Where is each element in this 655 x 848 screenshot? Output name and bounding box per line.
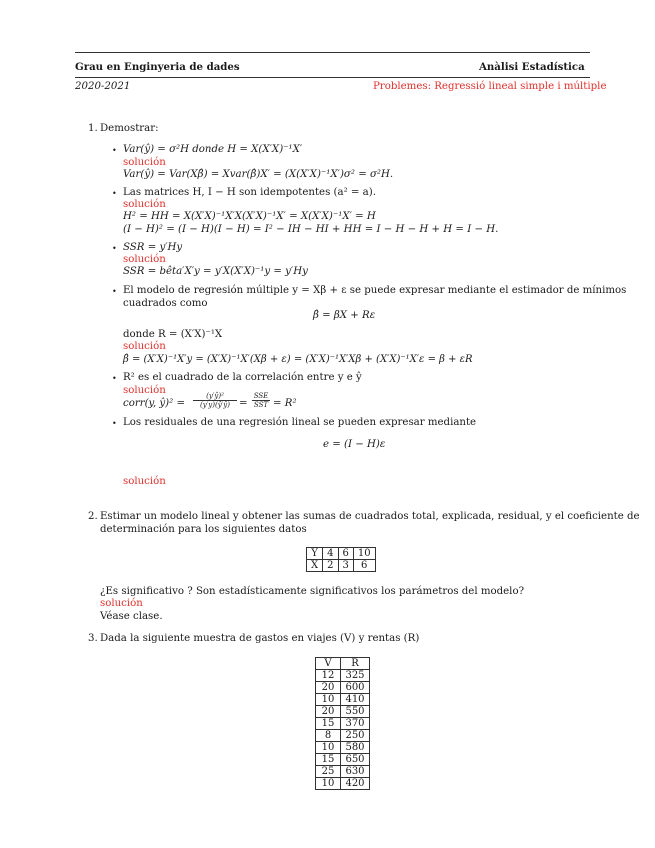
table-cell: 325 — [341, 670, 370, 682]
table-row — [307, 560, 376, 572]
problem-2-question: ¿Es significativo ? Son estadísticamente significativos los parámetros del modelo? — [100, 586, 525, 597]
item-1-solution-line: Var(ŷ) = Var(Xβ̂) = Xvar(β̂)X′ = (X(X′X)⁻¹X′)σ² = σ²H. — [123, 169, 394, 180]
item-1-solution-label: solución — [123, 157, 166, 168]
bullet-icon: • — [112, 287, 117, 296]
item-5-statement: R² es el cuadrado de la correlación entre y e ŷ — [123, 372, 362, 383]
item-4-display-equation: β̂ = βX + Rε — [313, 310, 376, 321]
item-6-statement: Los residuales de una regresión lineal se pueden expresar mediante — [123, 417, 477, 428]
table-cell: 630 — [341, 766, 370, 778]
table-cell: 6 — [353, 560, 375, 572]
problem-2-answer: Véase clase. — [100, 611, 163, 622]
table-cell: Y — [307, 548, 323, 560]
problem-2-solution-label: solución — [100, 598, 143, 609]
table-cell: 10 — [316, 742, 341, 754]
problem-1-number: 1. — [88, 123, 98, 134]
subject-title: Anàlisi Estadística — [479, 61, 585, 73]
table-row — [316, 742, 370, 754]
header-top-rule — [75, 52, 590, 53]
table-cell: 4 — [323, 548, 338, 560]
table-cell: 8 — [316, 730, 341, 742]
item-2-solution-line-1: H² = HH = X(X′X)⁻¹X′X(X′X)⁻¹X′ = X(X′X)⁻¹X′ = H — [123, 211, 376, 222]
table-cell: 12 — [316, 670, 341, 682]
table-row — [316, 718, 370, 730]
table-row — [316, 766, 370, 778]
item-5-fraction-1 — [193, 392, 237, 409]
table-row — [316, 670, 370, 682]
header-mid-rule — [75, 77, 590, 78]
table-row — [307, 548, 376, 560]
fraction-2-denominator: SST — [253, 401, 269, 409]
table-cell: 370 — [341, 718, 370, 730]
bullet-icon: • — [112, 374, 117, 383]
fraction-2-numerator: SSE — [253, 392, 269, 400]
bullet-icon: • — [112, 189, 117, 198]
table-cell: 2 — [323, 560, 338, 572]
table-header-cell: R — [341, 658, 370, 670]
table-cell: 10 — [316, 778, 341, 790]
table-cell: 10 — [353, 548, 375, 560]
table-cell: 550 — [341, 706, 370, 718]
table-cell: 10 — [316, 694, 341, 706]
item-1-statement: Var(ŷ) = σ²H donde H = X(X′X)⁻¹X′ — [123, 144, 303, 155]
table-row — [316, 706, 370, 718]
item-4-solution-label: solución — [123, 341, 166, 352]
bullet-icon: • — [112, 244, 117, 253]
table-row — [316, 730, 370, 742]
item-2-statement: Las matrices H, I − H son idempotentes (a² = a). — [123, 187, 376, 198]
table-cell: 15 — [316, 718, 341, 730]
item-4-statement-line-2: cuadrados como — [123, 298, 208, 309]
table-row — [316, 682, 370, 694]
problem-2-text-line-2: determinación para los siguientes datos — [100, 524, 307, 535]
item-4-where-clause: donde R = (X′X)⁻¹X — [123, 329, 223, 340]
bullet-icon: • — [112, 146, 117, 155]
course-title: Grau en Enginyeria de dades — [75, 61, 240, 73]
item-5-fraction-2 — [252, 392, 270, 409]
table-header-row — [316, 658, 370, 670]
item-4-solution-line: β̂ = (X′X)⁻¹X′y = (X′X)⁻¹X′(Xβ + ε) = (X′X)⁻¹X′Xβ + (X′X)⁻¹X′ε = β + εR — [123, 354, 473, 365]
item-5-equals-1: = — [239, 398, 248, 409]
table-cell: 250 — [341, 730, 370, 742]
vr-data-table — [315, 657, 370, 790]
table-row — [316, 694, 370, 706]
item-2-solution-label: solución — [123, 199, 166, 210]
item-2-solution-line-2: (I − H)² = (I − H)(I − H) = I² − IH − HI + HH = I − H − H + H = I − H. — [123, 224, 499, 235]
table-cell: 3 — [338, 560, 353, 572]
problem-1-intro: Demostrar: — [100, 123, 159, 134]
table-cell: 600 — [341, 682, 370, 694]
table-row — [316, 778, 370, 790]
item-6-display-equation: e = (I − H)ε — [323, 439, 386, 450]
item-5-equals-2: = R² — [273, 398, 297, 409]
table-cell: X — [307, 560, 323, 572]
table-cell: 25 — [316, 766, 341, 778]
item-5-solution-label: solución — [123, 385, 166, 396]
problem-3-text: Dada la siguiente muestra de gastos en viajes (V) y rentas (R) — [100, 633, 420, 644]
problem-set-subtitle: Problemes: Regressió lineal simple i múltiple — [373, 81, 607, 92]
table-cell: 6 — [338, 548, 353, 560]
item-3-statement: SSR = y′Hy — [123, 242, 183, 253]
bullet-icon: • — [112, 419, 117, 428]
item-3-solution-line: SSR = bêta′X′y = y′X(X′X)⁻¹y = y′Hy — [123, 266, 308, 277]
table-header-cell: V — [316, 658, 341, 670]
problem-3-number: 3. — [88, 633, 98, 644]
table-cell: 580 — [341, 742, 370, 754]
table-cell: 20 — [316, 682, 341, 694]
item-6-solution-label: solución — [123, 476, 166, 487]
table-cell: 420 — [341, 778, 370, 790]
table-row — [316, 754, 370, 766]
table-cell: 20 — [316, 706, 341, 718]
item-5-corr-lhs: corr(y, ŷ)² = — [123, 398, 186, 409]
yx-data-table — [306, 547, 376, 572]
table-cell: 410 — [341, 694, 370, 706]
problem-2-number: 2. — [88, 511, 98, 522]
table-cell: 650 — [341, 754, 370, 766]
item-3-solution-label: solución — [123, 254, 166, 265]
fraction-1-denominator: (y′y)(ŷ′ŷ) — [193, 400, 237, 409]
academic-year: 2020-2021 — [75, 81, 131, 92]
fraction-1-numerator: (y′ŷ)² — [206, 392, 224, 400]
problem-2-text-line-1: Estimar un modelo lineal y obtener las sumas de cuadrados total, explicada, residual, y el coeficiente de — [100, 511, 640, 522]
table-cell: 15 — [316, 754, 341, 766]
item-4-statement-line-1: El modelo de regresión múltiple y = Xβ + ε se puede expresar mediante el estimador de mínimos — [123, 285, 627, 296]
